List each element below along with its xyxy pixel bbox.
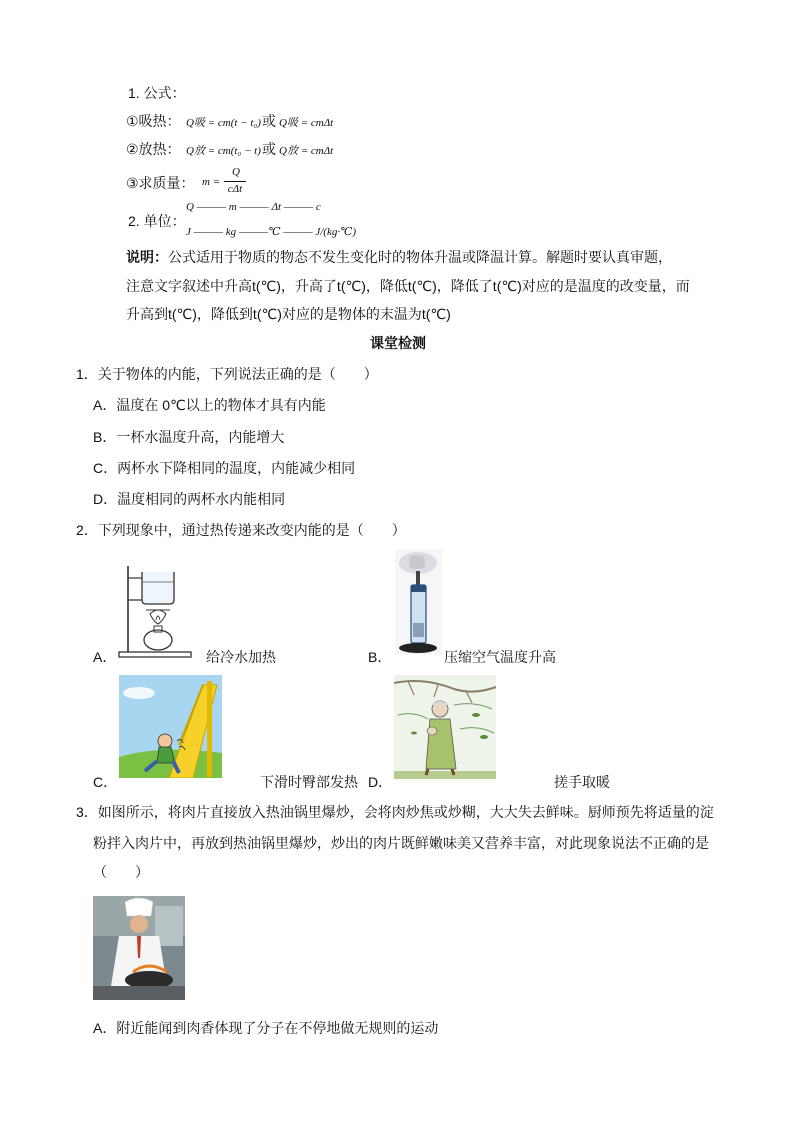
q2-option-a-letter: A．	[93, 649, 117, 665]
q2-option-c-caption: 下滑时臀部发热	[260, 774, 358, 790]
slide-illustration	[119, 675, 222, 778]
mass-numerator: Q	[232, 166, 240, 178]
absorb-label: ①吸热：	[126, 113, 181, 129]
q1-option-a: A．温度在 0℃以上的物体才具有内能	[93, 397, 326, 413]
q1-stem: 1．关于物体的内能，下列说法正确的是（ ）	[76, 366, 378, 382]
mass-lhs: m =	[202, 176, 221, 188]
q3-stem-line-2: 粉拌入肉片中，再放到热油锅里爆炒，炒出的肉片既鲜嫩味美又营养丰富，对此现象说法不正确的是	[93, 835, 709, 851]
q2-option-d-letter: D．	[368, 774, 393, 790]
unit-heading: 2. 单位：	[128, 213, 186, 229]
q2-option-b-letter: B．	[368, 649, 392, 665]
formula-heading: 1. 公式：	[128, 85, 186, 101]
section-title: 课堂检测	[370, 335, 426, 351]
unit-quantities-row: Q ——— m ——— Δt ——— c	[186, 201, 321, 213]
mass-denominator: cΔt	[227, 183, 243, 195]
q1-option-c: C．两杯水下降相同的温度，内能减少相同	[93, 460, 356, 476]
unit-symbols-row: J ——— kg ———℃ ——— J/(kg·℃)	[186, 226, 357, 238]
q3-option-a: A．附近能闻到肉香体现了分子在不停地做无规则的运动	[93, 1020, 439, 1036]
q2-stem: 2．下列现象中，通过热传递来改变内能的是（ ）	[76, 522, 406, 538]
q3-stem-line-1: 3．如图所示，将肉片直接放入热油锅里爆炒，会将肉炒焦或炒糊，大大失去鲜味。厨师预先将适量的淀	[76, 804, 714, 820]
q2-option-c-letter: C．	[93, 774, 118, 790]
heating-water-illustration	[116, 560, 194, 660]
note-text-1: 公式适用于物质的物态不发生变化时的物体升温或降温计算。解题时要认真审题，	[168, 249, 672, 265]
mass-label: ③求质量：	[126, 175, 195, 191]
absorb-formula-1: Q吸 = cm(t − t₀)	[186, 117, 261, 129]
note-label: 说明：	[126, 249, 168, 265]
note-line-2: 注意文字叙述中升高t(℃)，升高了t(℃)，降低t(℃)，降低了t(℃)对应的是温度的改变量，而	[126, 278, 690, 294]
release-or: 或	[262, 141, 276, 157]
q2-option-d-caption: 搓手取暖	[554, 774, 610, 790]
note-line-3: 升高到t(℃)，降低到t(℃)对应的是物体的末温为t(℃)	[126, 306, 451, 322]
note-line-1	[126, 247, 672, 267]
chef-stir-fry-photo	[93, 896, 185, 1000]
q2-option-b-caption: 压缩空气温度升高	[444, 649, 556, 665]
release-label: ②放热：	[126, 141, 181, 157]
air-compression-photo	[395, 549, 442, 655]
q1-option-b: B．一杯水温度升高，内能增大	[93, 429, 285, 445]
absorb-formula-2: Q吸 = cmΔt	[279, 117, 334, 129]
release-formula-1: Q放 = cm(t₀ − t)	[186, 145, 261, 157]
fraction-bar	[224, 181, 246, 182]
q2-option-a-caption: 给冷水加热	[206, 649, 276, 665]
absorb-or: 或	[262, 113, 276, 129]
release-formula-2: Q放 = cmΔt	[279, 145, 334, 157]
q3-stem-line-3: （ ）	[93, 864, 149, 880]
rubbing-hands-illustration	[394, 675, 496, 779]
q1-option-d: D．温度相同的两杯水内能相同	[93, 491, 286, 507]
